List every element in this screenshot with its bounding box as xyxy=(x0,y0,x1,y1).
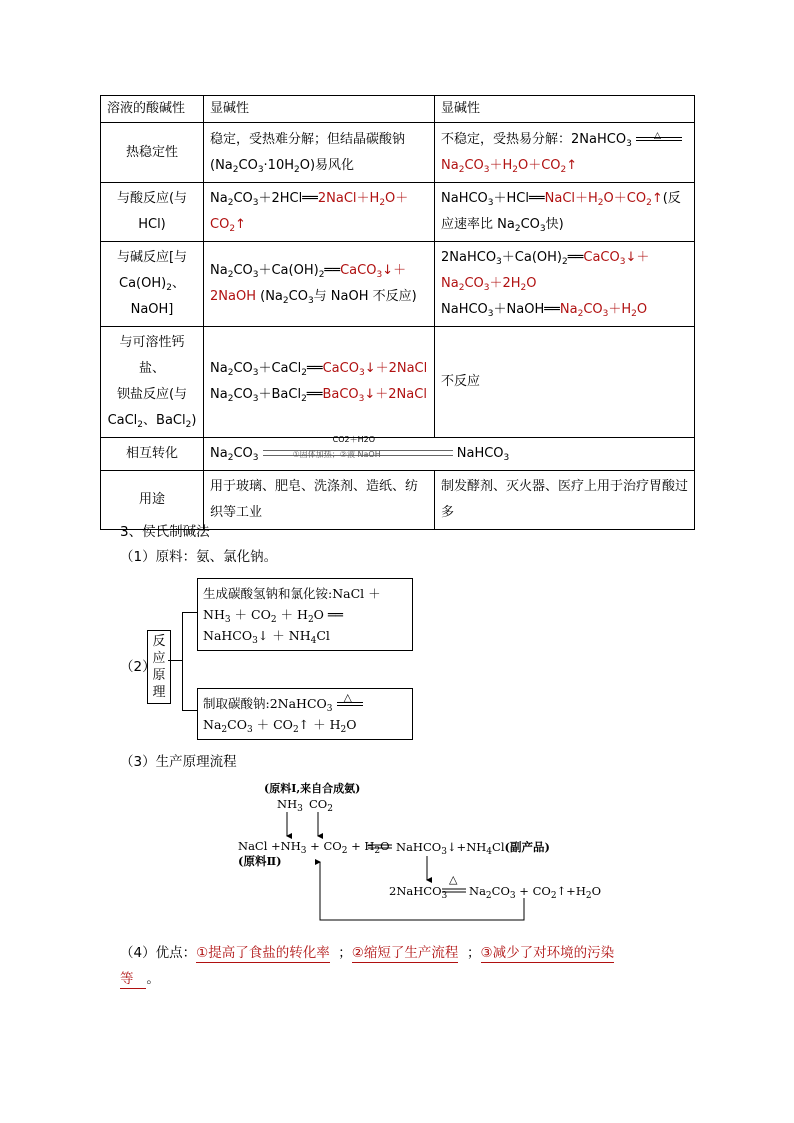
flow-co2: $CO_2$ xyxy=(309,797,333,814)
table-header-cell: 显碱性 xyxy=(435,96,695,123)
principle-box-2: 制取碳酸钠:2NaHCO$_3$ △ $Na_2CO_3$ ＋ $CO_2↑ + H_2O$ xyxy=(197,688,413,740)
cell-text: $(Na_2CO_3\cdot 10H_2O)$易风化 xyxy=(210,157,355,175)
principle-box-1: 生成碳酸氢钠和氯化铵:NaCl ＋ $NH_3 + CO_2 + H_2O$ ══ NaHCO$_3$↓ ＋ $NH_4Cl$ xyxy=(197,578,413,651)
table-cell: $Na_2CO_3+2HCl══2NaCl+H_2O+CO_2↑$ xyxy=(204,183,435,242)
table-cell: $2NaHCO_3+Ca(OH)_2══CaCO_3↓+$ $Na_2CO_3+2H_2O$ $NaHCO_3+NaOH══Na_2CO_3+H_2O$ xyxy=(435,242,695,327)
row-label: 相互转化 xyxy=(101,438,204,471)
advantages: （4）优点：①提高了食盐的转化率 ；②缩短了生产流程 ；③减少了对环境的污染 等 。 xyxy=(120,945,615,987)
principle-label: （2） xyxy=(120,659,156,675)
table-cell: $Na_2CO_3$ CO2＋H2O ①固体加热；②液 NaOH NaHCO$_3$ xyxy=(204,438,695,471)
flow-decomp-cond: △ xyxy=(449,873,458,886)
cell-text: 稳定，受热难分解；但结晶碳酸钠 xyxy=(210,131,406,147)
raw-materials-text: （1）原料：氨、氯化钠。 xyxy=(120,549,278,565)
principle-box: 反应原理 xyxy=(147,630,171,704)
row-label: 与可溶性钙盐、 钡盐反应(与 CaCl$_2$、BaCl$_2$) xyxy=(101,327,204,438)
flow-title: （3）生产原理流程 xyxy=(120,754,237,770)
flow-raw2: (原料Ⅱ) xyxy=(238,854,282,868)
flow-source: (原料Ⅰ,来自合成氨) xyxy=(264,782,361,795)
table-cell: 不反应 xyxy=(435,327,695,438)
table-cell: $NaHCO_3+HCl══NaCl+H_2O+CO_2↑$(反应速率比 $Na_2CO_3$快) xyxy=(435,183,695,242)
flow-main-right: $NaHCO_3↓+NH_4Cl$(副产品) xyxy=(396,840,550,857)
flow-main-left: NaCl $+NH_3 + CO_2 + H_2O$ xyxy=(238,839,390,856)
row-label: 与碱反应[与 $Ca(OH)_2$、 NaOH] xyxy=(101,242,204,327)
section-title: 3、侯氏制碱法 xyxy=(120,524,210,540)
table-cell: $Na_2CO_3+Ca(OH)_2══CaCO_3↓+$ 2NaOH ($Na_2CO_3$与 NaOH 不反应) xyxy=(204,242,435,327)
row-label: 热稳定性 xyxy=(101,123,204,183)
row-label: 与酸反应(与 HCl) xyxy=(101,183,204,242)
table-cell: 用于玻璃、肥皂、洗涤剂、造纸、纺织等工业 xyxy=(204,471,435,530)
row-label: 用途 xyxy=(101,471,204,530)
cell-text: $Na_2CO_3+H_2O+CO_2↑$ xyxy=(441,157,578,175)
flow-decomp-left: 2NaHCO$_3$ xyxy=(389,884,448,901)
table-header-cell: 溶液的酸碱性 xyxy=(101,96,204,123)
table-cell: 制发酵剂、灭火器、医疗上用于治疗胃酸过多 xyxy=(435,471,695,530)
table-header-cell: 显碱性 xyxy=(204,96,435,123)
flow-decomp-right: $Na_2CO_3$ + $CO_2↑+H_2O$ xyxy=(469,884,602,901)
table-cell: $Na_2CO_3+CaCl_2══CaCO_3↓+2NaCl$ $Na_2CO_3+BaCl_2══BaCO_3↓+2NaCl$ xyxy=(204,327,435,438)
cell-text: 不稳定，受热易分解：2NaHCO$_3$ △ xyxy=(441,127,688,153)
flow-nh3: $NH_3$ xyxy=(277,797,303,814)
